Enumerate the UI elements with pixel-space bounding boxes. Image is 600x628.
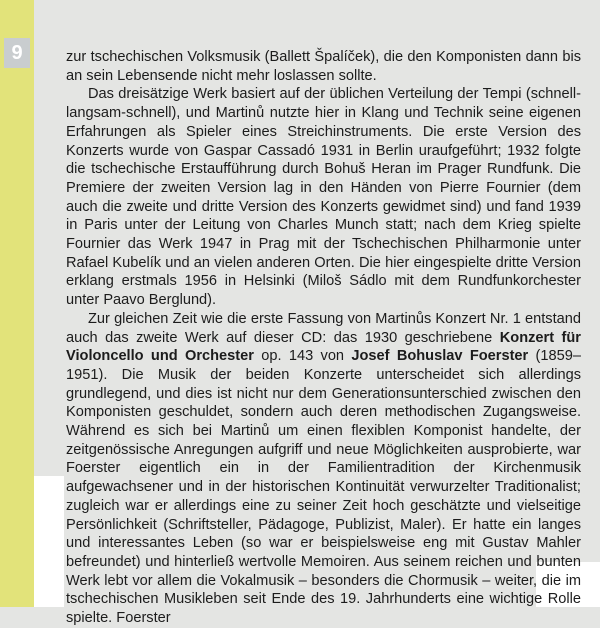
side-color-bar bbox=[0, 0, 34, 607]
work-title: Konzert für Violoncello und Orchester bbox=[66, 329, 581, 365]
margin-white-block-left bbox=[34, 476, 64, 607]
body-text bbox=[66, 48, 581, 628]
paragraph-3-opus: op. 143 von bbox=[253, 348, 352, 365]
page-number: 9 bbox=[4, 38, 30, 68]
paragraph-3-body: (1859–1951). Die Musik der beiden Konzerte unterscheidet sich allerdings grundlegend, und dies ist nicht nur dem Generationsunterschied zwischen den Komponisten geschuldet, sondern auch deren methodischen Zugangsweise. Während es sich bei Martinů um einen flexiblen Komponist handelte, der zeitgenössische Anregungen aufgriff und neue Möglichkeiten ausprobierte, war Foerster eigentlich ein in der Familientradition der Kirchenmusik aufgewachsener und in der historischen Kontinuität verwurzelter Traditionalist; zugleich war er allerdings eine zu seiner Zeit hoch geschätzte und vielseitige Persönlichkeit (Schriftsteller, Pädagoge, Publizist, Maler). Er hatte ein langes und interessantes Leben (so war er beispielsweise eng mit Gustav Mahler befreundet) und hinterließ wertvolle Memoiren. Aus seinem reichen und bunten Werk lebt vor allem die Vokalmusik – besonders die Chormusik – weiter, die im tschechischen Musikleben seit Ende des 19. Jahrhunderts eine wichtige Rolle spielte. Foerster bbox=[66, 348, 581, 627]
paragraph-3-intro: Zur gleichen Zeit wie die erste Fassung von Martinůs Konzert Nr. 1 entstand auch das zweite Werk auf dieser CD: das 1930 geschriebene bbox=[66, 310, 581, 346]
paragraph-1: zur tschechischen Volksmusik (Ballett Špalíček), die den Komponisten dann bis an sein Lebensende nicht mehr loslassen sollte. bbox=[66, 49, 581, 84]
composer-name: Josef Bohuslav Foerster bbox=[351, 348, 529, 365]
paragraph-3 bbox=[66, 310, 581, 628]
paragraph-2: Das dreisätzige Werk basiert auf der üblichen Verteilung der Tempi (schnell-langsam-schnell), und Martinů nutzte hier in Klang und Technik seine eigenen Erfahrungen als Spieler eines Streichinstruments. Die erste Version des Konzerts wurde von Gaspar Cassadó 1931 in Berlin uraufgeführt; 1932 folgte die tschechische Erstaufführung durch Bohuš Heran im Prager Rundfunk. Die Premiere der zweiten Version lag in den Händen von Pierre Fournier (dem auch die zweite und dritte Version des Konzerts gewidmet sind) und fand 1939 in Paris unter der Leitung von Charles Munch statt; nach dem Krieg spielte Fournier das Werk 1947 in Prag mit der Tschechischen Philharmonie unter Rafael Kubelík und an vielen anderen Orten. Die hier eingespielte dritte Version erklang erstmals 1956 in Helsinki (Miloš Sádlo mit dem Rundfunkorchester unter Paavo Berglund). bbox=[66, 86, 581, 309]
